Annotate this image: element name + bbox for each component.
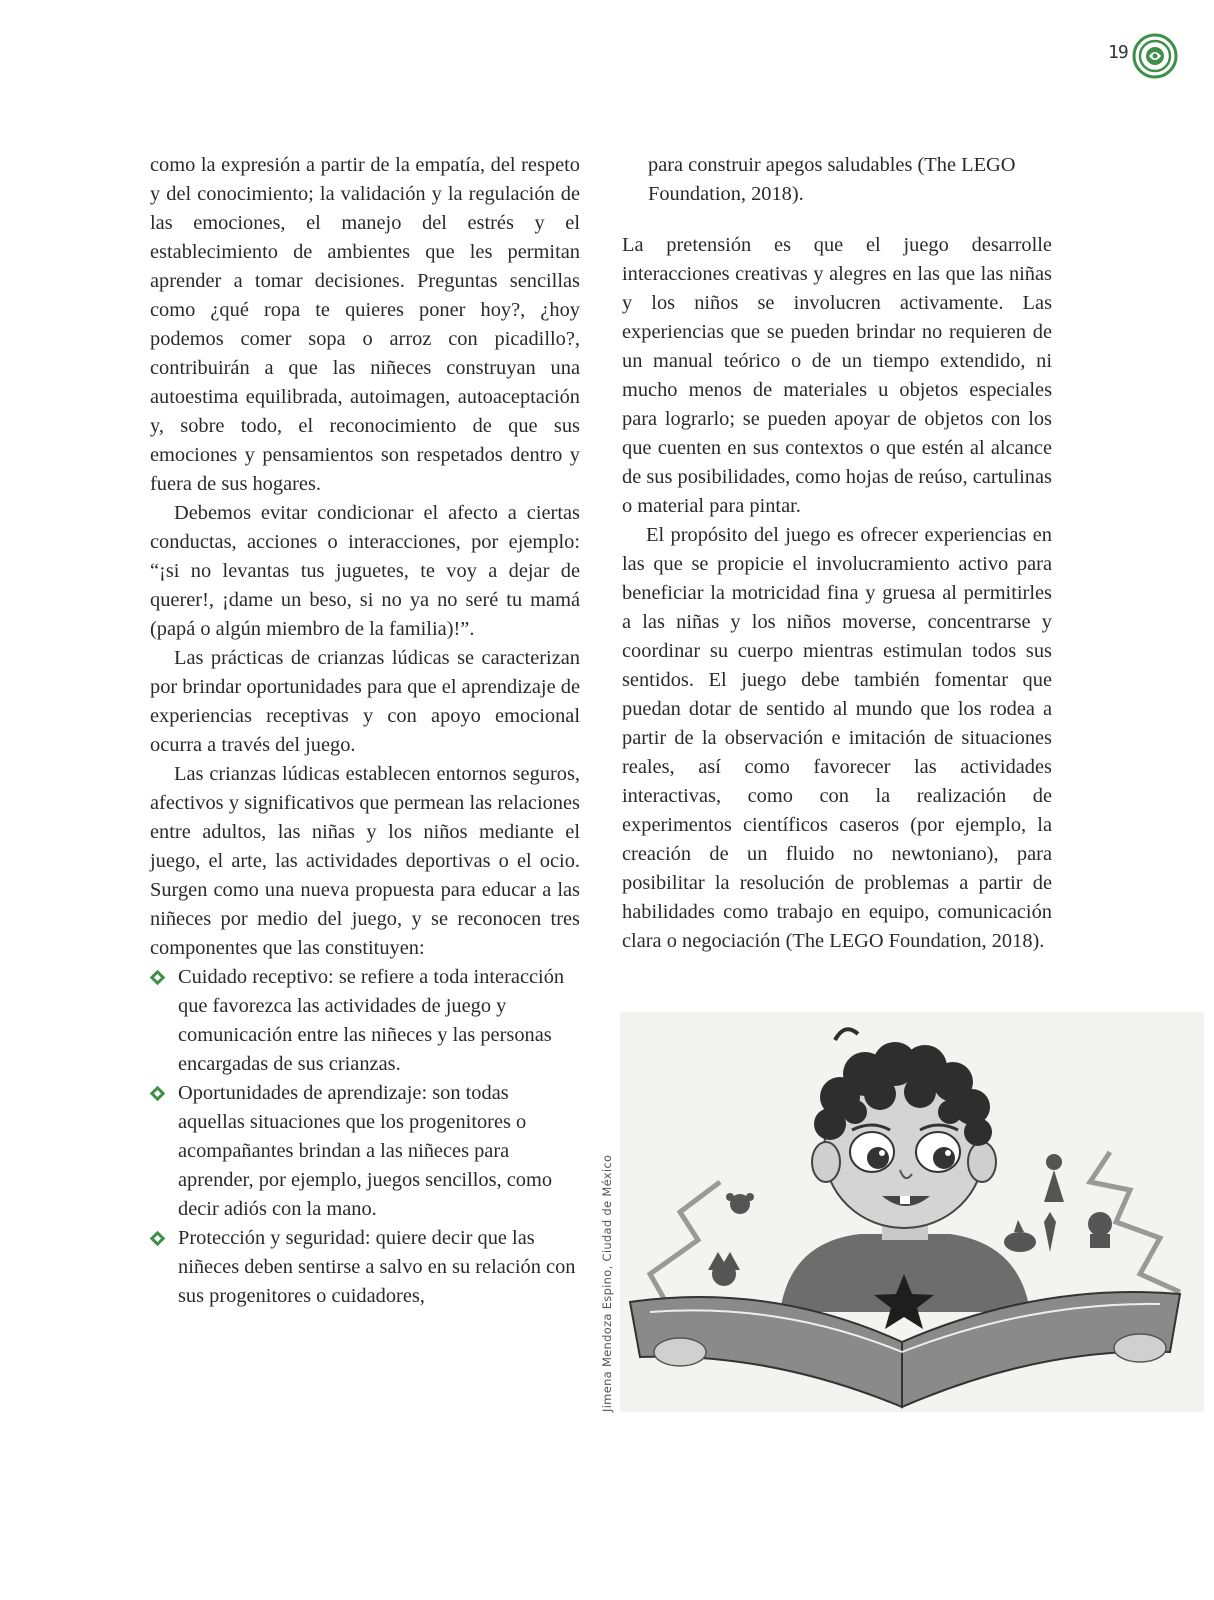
diamond-bullet-icon <box>150 1086 166 1102</box>
paragraph: Debemos evitar condicionar el afecto a ciertas conductas, acciones o interacciones, por ejemplo: “¡si no levantas tus juguetes, te voy a dejar de querer!, ¡dame un beso, si no ya no seré tu mamá (papá o algún miembro de la familia)!”. <box>150 502 580 640</box>
child-reading-book-illustration <box>620 1012 1204 1412</box>
paragraph: El propósito del juego es ofrecer experiencias en las que se propicie el involucramiento activo para beneficiar la motricidad fina y gruesa al permitirles a las niñas y los niños moverse, concentrarse y coordinar su cuerpo mientras estimulan todos sus sentidos. El juego debe también fomentar que puedan dotar de sentido al mundo que los rodea a partir de la observación e imitación de situaciones reales, así como favorecer las actividades interactivas, como con la realización de experimentos científicos caseros (por ejemplo, la creación de un fluido no newtoniano), para posibilitar la resolución de problemas a partir de habilidades como trabajo en equipo, comunicación clara o negociación (The LEGO Foundation, 2018). <box>622 524 1052 952</box>
page-number: 19 <box>1108 42 1128 63</box>
paragraph: La pretensión es que el juego desarrolle interacciones creativas y alegres en las que las niñas y los niños se involucren activamente. Las experiencias que se pueden brindar no requieren de un manual teórico o de un tiempo extendido, ni mucho menos de materiales u objetos especiales para lograrlo; se pueden apoyar de objetos con los que cuenten en sus contextos o que estén al alcance de sus posibilidades, como hojas de reúso, cartulinas o material para pintar. <box>622 234 1052 517</box>
paragraph: Las crianzas lúdicas establecen entornos seguros, afectivos y significativos que permean las relaciones entre adultos, las niñas y los niños mediante el juego, el arte, las actividades deportivas o el ocio. Surgen como una nueva propuesta para educar a las niñeces por medio del juego, y se reconocen tres componentes que las constituyen: <box>150 763 580 959</box>
paragraph: Las prácticas de crianzas lúdicas se caracterizan por brindar oportunidades para que el aprendizaje de experiencias receptivas y con apoyo emocional ocurra a través del juego. <box>150 647 580 756</box>
list-item: Oportunidades de aprendizaje: son todas aquellas situaciones que los progenitores o acompañantes brindan a las niñeces para aprender, por ejemplo, juegos sencillos, como decir adiós con la mano. <box>150 1079 580 1224</box>
paragraph: para construir apegos saludables (The LEGO Foundation, 2018). <box>648 154 1016 205</box>
left-column <box>150 151 580 1311</box>
illustration-credit: Jimena Mendoza Espino, Ciudad de México <box>600 1154 614 1412</box>
component-list <box>150 963 580 1311</box>
diamond-bullet-icon <box>150 970 166 986</box>
diamond-bullet-icon <box>150 1231 166 1247</box>
list-item: Protección y seguridad: quiere decir que las niñeces deben sentirse a salvo en su relación con sus progenitores o cuidadores, <box>150 1224 580 1311</box>
right-column <box>622 151 1052 956</box>
list-item: Cuidado receptivo: se refiere a toda interacción que favorezca las actividades de juego y comunicación entre las niñeces y las personas encargadas de sus crianzas. <box>150 963 580 1079</box>
paragraph: como la expresión a partir de la empatía, del respeto y del conocimiento; la validación y la regulación de las emociones, el manejo del estrés y el establecimiento de ambientes que les permitan aprender a tomar decisiones. Preguntas sencillas como ¿qué ropa te quieres poner hoy?, ¿hoy podemos comer sopa o arroz con picadillo?, contribuirán a que las niñeces construyan una autoestima equilibrada, autoimagen, autoaceptación y, sobre todo, el reconocimiento de que sus emociones y pensamientos son respetados dentro y fuera de sus hogares. <box>150 154 580 495</box>
circular-green-logo-icon <box>1132 33 1178 79</box>
